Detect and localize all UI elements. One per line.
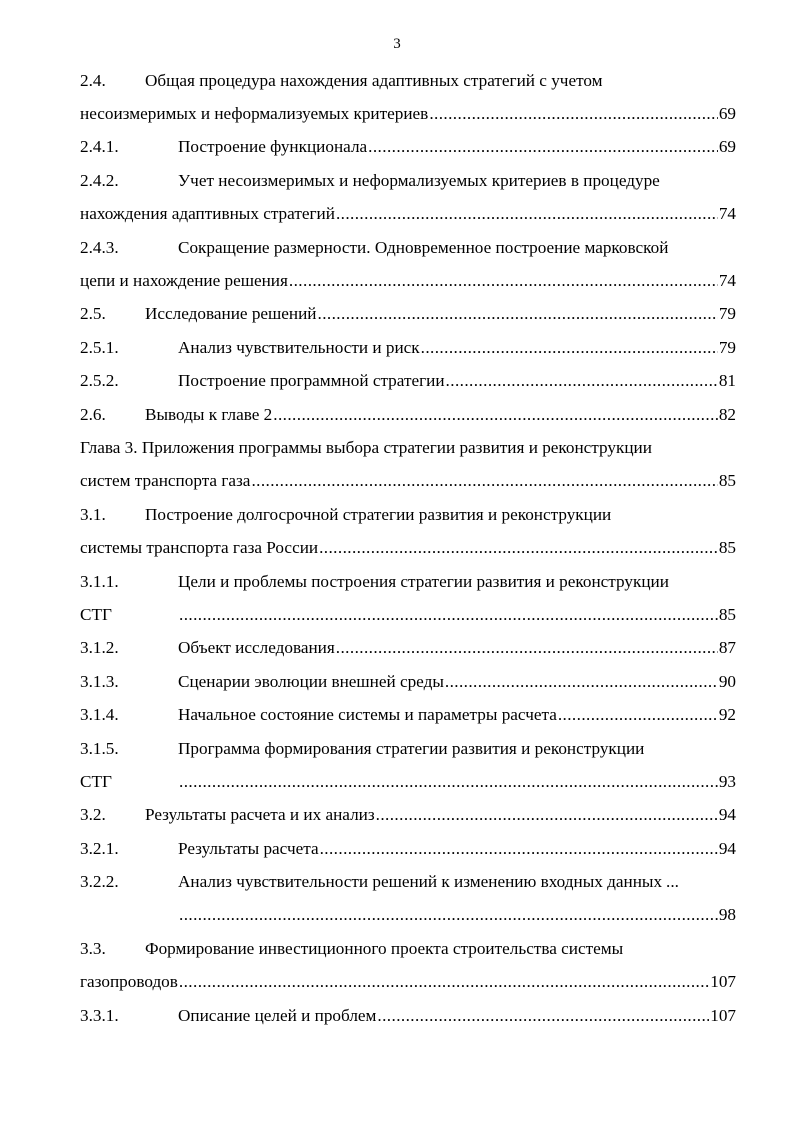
toc-section-number: 3.2.: [80, 805, 106, 825]
toc-line: [80, 932, 736, 965]
toc-entry-title: Анализ чувствительности и риск: [178, 337, 420, 357]
toc-entry-title: цепи и нахождение решения: [80, 271, 288, 291]
toc-page-number: 94: [718, 805, 736, 825]
toc-entry-title: Сокращение размерности. Одновременное построение марковской: [178, 237, 669, 257]
toc-line: [80, 732, 736, 765]
toc-line: [80, 565, 736, 598]
toc-page-number: 85: [718, 604, 736, 624]
toc-leader-dots: [368, 137, 718, 157]
toc-entry-title: Цели и проблемы построения стратегии развития и реконструкции: [178, 571, 669, 591]
table-of-contents: [80, 64, 736, 1032]
toc-page-number: 94: [718, 838, 736, 858]
toc-page-number: 85: [718, 538, 736, 558]
toc-leader-dots: [377, 1006, 709, 1026]
toc-entry-title: Формирование инвестиционного проекта строительства системы: [145, 938, 624, 958]
toc-line: [80, 966, 736, 999]
toc-line: [80, 365, 736, 398]
toc-section-number: 3.2.1.: [80, 838, 119, 858]
toc-line: [80, 698, 736, 731]
toc-leader-dots: [429, 104, 718, 124]
toc-line: [80, 865, 736, 898]
toc-line: [80, 632, 736, 665]
toc-section-number: СТГ: [80, 771, 112, 791]
toc-page-number: 92: [718, 705, 736, 725]
toc-leader-dots: [336, 204, 718, 224]
toc-entry-title: Общая процедура нахождения адаптивных стратегий с учетом: [145, 70, 603, 90]
toc-entry-title: Построение долгосрочной стратегии развития и реконструкции: [145, 504, 612, 524]
toc-section-number: 2.5.: [80, 304, 106, 324]
toc-line: [80, 331, 736, 364]
toc-line: [80, 131, 736, 164]
toc-leader-dots: [336, 638, 718, 658]
toc-line: [80, 999, 736, 1032]
toc-page-number: 85: [718, 471, 736, 491]
toc-leader-dots: [179, 905, 718, 925]
toc-section-number: 2.5.1.: [80, 337, 119, 357]
toc-line: [80, 264, 736, 297]
toc-line: [80, 398, 736, 431]
toc-entry-title: системы транспорта газа России: [80, 538, 319, 558]
toc-leader-dots: [320, 839, 718, 859]
toc-leader-dots: [179, 605, 718, 625]
toc-line: [80, 832, 736, 865]
toc-page-number: 74: [718, 204, 736, 224]
toc-line: [80, 97, 736, 130]
toc-page-number: 82: [718, 404, 736, 424]
toc-entry-title: Программа формирования стратегии развития и реконструкции: [178, 738, 645, 758]
toc-leader-dots: [421, 338, 718, 358]
toc-page-number: 79: [718, 337, 736, 357]
toc-entry-title: Сценарии эволюции внешней среды: [178, 671, 444, 691]
toc-page-number: 107: [710, 1005, 736, 1025]
toc-line: [80, 765, 736, 798]
toc-page-number: 81: [718, 371, 736, 391]
toc-line: [80, 231, 736, 264]
toc-entry-title: Результаты расчета: [178, 838, 319, 858]
toc-line: [80, 64, 736, 97]
toc-page-number: 93: [718, 771, 736, 791]
toc-entry-title: систем транспорта газа: [80, 471, 251, 491]
toc-entry-title: Учет несоизмеримых и неформализуемых критериев в процедуре: [178, 170, 660, 190]
toc-line: [80, 799, 736, 832]
toc-line: [80, 665, 736, 698]
toc-entry-title: Начальное состояние системы и параметры расчета: [178, 705, 557, 725]
toc-entry-title: Построение функционала: [178, 137, 368, 157]
toc-leader-dots: [319, 538, 718, 558]
toc-leader-dots: [251, 471, 717, 491]
toc-line: [80, 598, 736, 631]
toc-entry-title: Описание целей и проблем: [178, 1005, 377, 1025]
toc-trailing-dots: ...: [666, 872, 679, 892]
toc-section-number: 2.5.2.: [80, 371, 119, 391]
toc-entry-title: газопроводов: [80, 972, 178, 992]
toc-leader-dots: [445, 672, 718, 692]
toc-page-number: 79: [718, 304, 736, 324]
toc-line: [80, 298, 736, 331]
toc-line: [80, 498, 736, 531]
toc-line: [80, 198, 736, 231]
toc-leader-dots: [289, 271, 718, 291]
toc-page-number: 74: [718, 271, 736, 291]
toc-leader-dots: [318, 304, 718, 324]
toc-leader-dots: [273, 405, 718, 425]
toc-section-number: 3.1.5.: [80, 738, 119, 758]
toc-entry-title: Построение программной стратегии: [178, 371, 445, 391]
toc-line: [80, 531, 736, 564]
toc-entry-title: Анализ чувствительности решений к изменению входных данных: [178, 872, 663, 892]
toc-page-number: 107: [710, 972, 736, 992]
toc-page-number: 69: [718, 104, 736, 124]
toc-entry-title: Выводы к главе 2: [145, 404, 273, 424]
toc-leader-dots: [446, 371, 718, 391]
toc-section-number: 3.2.2.: [80, 872, 119, 892]
toc-leader-dots: [376, 805, 718, 825]
toc-leader-dots: [179, 972, 709, 992]
toc-entry-title: Объект исследования: [178, 638, 335, 658]
toc-section-number: 3.3.1.: [80, 1005, 119, 1025]
toc-entry-title: несоизмеримых и неформализуемых критериев: [80, 104, 429, 124]
toc-entry-title: Результаты расчета и их анализ: [145, 805, 375, 825]
toc-line: [80, 465, 736, 498]
toc-leader-dots: [179, 772, 718, 792]
toc-leader-dots: [558, 705, 718, 725]
toc-section-number: 3.1.: [80, 504, 106, 524]
toc-line: [80, 164, 736, 197]
page-number: 3: [393, 36, 401, 52]
toc-entry-title: Глава 3. Приложения программы выбора стратегии развития и реконструкции: [80, 437, 652, 457]
toc-entry-title: Исследование решений: [145, 304, 317, 324]
toc-section-number: 3.1.4.: [80, 705, 119, 725]
toc-section-number: СТГ: [80, 604, 112, 624]
toc-section-number: 2.6.: [80, 404, 106, 424]
toc-section-number: 3.1.1.: [80, 571, 119, 591]
toc-page-number: 87: [718, 638, 736, 658]
toc-entry-title: нахождения адаптивных стратегий: [80, 204, 335, 224]
toc-page-number: 90: [718, 671, 736, 691]
toc-section-number: 2.4.: [80, 70, 106, 90]
toc-section-number: 2.4.1.: [80, 137, 119, 157]
toc-page-number: 98: [718, 905, 736, 925]
toc-section-number: 3.1.2.: [80, 638, 119, 658]
toc-section-number: 3.3.: [80, 938, 106, 958]
toc-page-number: 69: [718, 137, 736, 157]
toc-line: [80, 899, 736, 932]
toc-section-number: 3.1.3.: [80, 671, 119, 691]
toc-section-number: 2.4.3.: [80, 237, 119, 257]
toc-section-number: 2.4.2.: [80, 170, 119, 190]
toc-line: [80, 431, 736, 464]
